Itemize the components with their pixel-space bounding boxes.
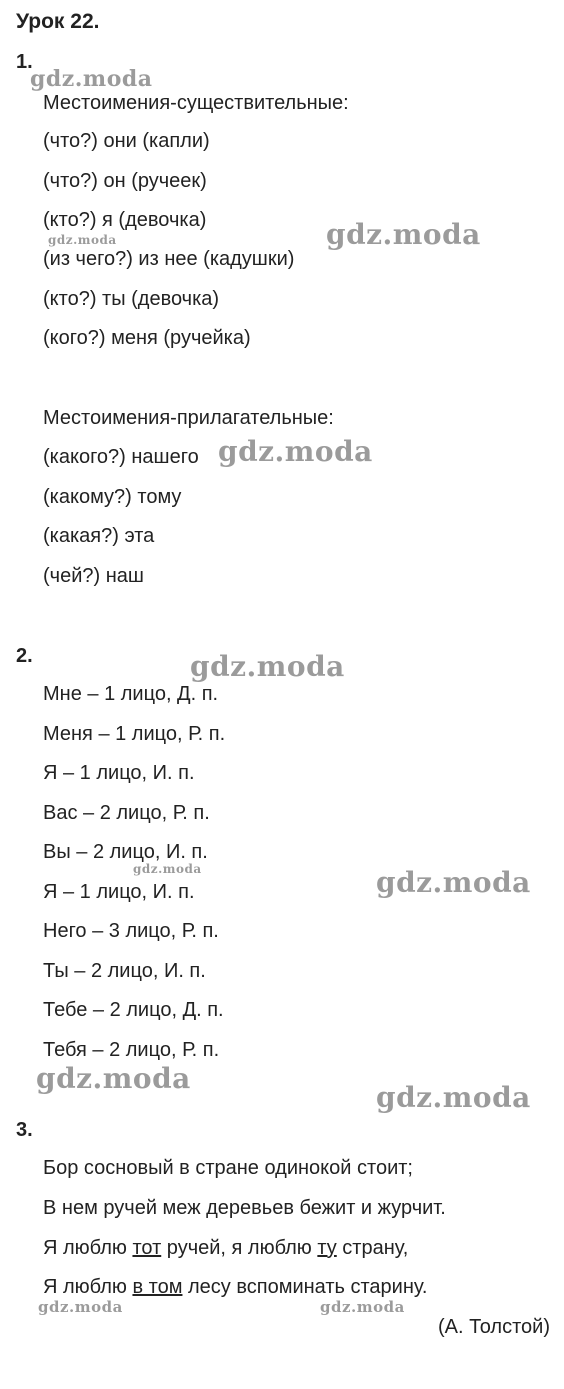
adjective-pronoun-line: (чей?) наш [43,565,144,587]
task-3-number: 3. [16,1119,33,1141]
adjective-pronoun-line: (какая?) эта [43,525,155,547]
pronoun-person-case-line: Тебе – 2 лицо, Д. п. [43,999,224,1021]
pronoun-person-case-line: Я – 1 лицо, И. п. [43,881,195,903]
poem-text: ручей, я люблю [161,1237,318,1259]
watermark: gdz.moda [48,233,117,247]
noun-pronoun-line: (кто?) ты (девочка) [43,288,220,310]
watermark: gdz.moda [190,650,345,683]
underlined-pronoun: ту [317,1237,337,1259]
watermark: gdz.moda [133,862,202,876]
task-1-number: 1. [16,51,33,73]
lesson-title: Урок 22. [16,10,100,33]
noun-pronoun-line: (из чего?) из нее (кадушки) [43,248,295,270]
pronoun-person-case-line: Ты – 2 лицо, И. п. [43,960,206,982]
noun-pronoun-line: (что?) он (ручеек) [43,170,207,192]
adjective-pronoun-line: (какого?) нашего [43,446,199,468]
poem-author: (А. Толстой) [437,1316,550,1338]
watermark: gdz.moda [376,866,531,899]
pronoun-person-case-line: Мне – 1 лицо, Д. п. [43,683,219,705]
noun-pronoun-line: (кого?) меня (ручейка) [43,327,251,349]
poem-line-3 [43,1236,408,1260]
poem-line-1: Бор сосновый в стране одинокой стоит; [43,1157,413,1179]
pronoun-person-case-line: Вы – 2 лицо, И. п. [43,841,208,863]
pronoun-person-case-line: Него – 3 лицо, Р. п. [43,920,219,942]
poem-text: страну, [336,1237,409,1259]
poem-text: Я люблю [43,1276,133,1298]
poem-line-4 [43,1275,427,1299]
pronoun-person-case-line: Меня – 1 лицо, Р. п. [43,723,226,745]
pronoun-person-case-line: Вас – 2 лицо, Р. п. [43,802,210,824]
watermark: gdz.moda [326,218,481,251]
adjectives-header: Местоимения-прилагательные: [43,407,334,429]
adjective-pronoun-line: (какому?) тому [43,486,182,508]
underlined-pronoun: тот [132,1237,162,1259]
noun-pronoun-line: (кто?) я (девочка) [43,209,207,231]
watermark: gdz.moda [30,66,153,92]
nouns-header: Местоимения-существительные: [43,92,349,114]
poem-line-2: В нем ручей меж деревьев бежит и журчит. [43,1197,446,1219]
watermark: gdz.moda [218,435,373,468]
pronoun-person-case-line: Тебя – 2 лицо, Р. п. [43,1039,220,1061]
watermark: gdz.moda [376,1081,531,1114]
poem-text: лесу вспоминать старину. [182,1276,428,1298]
pronoun-person-case-line: Я – 1 лицо, И. п. [43,762,195,784]
noun-pronoun-line: (что?) они (капли) [43,130,210,152]
watermark: gdz.moda [36,1062,191,1095]
watermark: gdz.moda [38,1298,123,1316]
task-2-number: 2. [16,645,33,667]
underlined-pronoun: в том [132,1276,183,1298]
poem-text: Я люблю [43,1237,133,1259]
watermark: gdz.moda [320,1298,405,1316]
